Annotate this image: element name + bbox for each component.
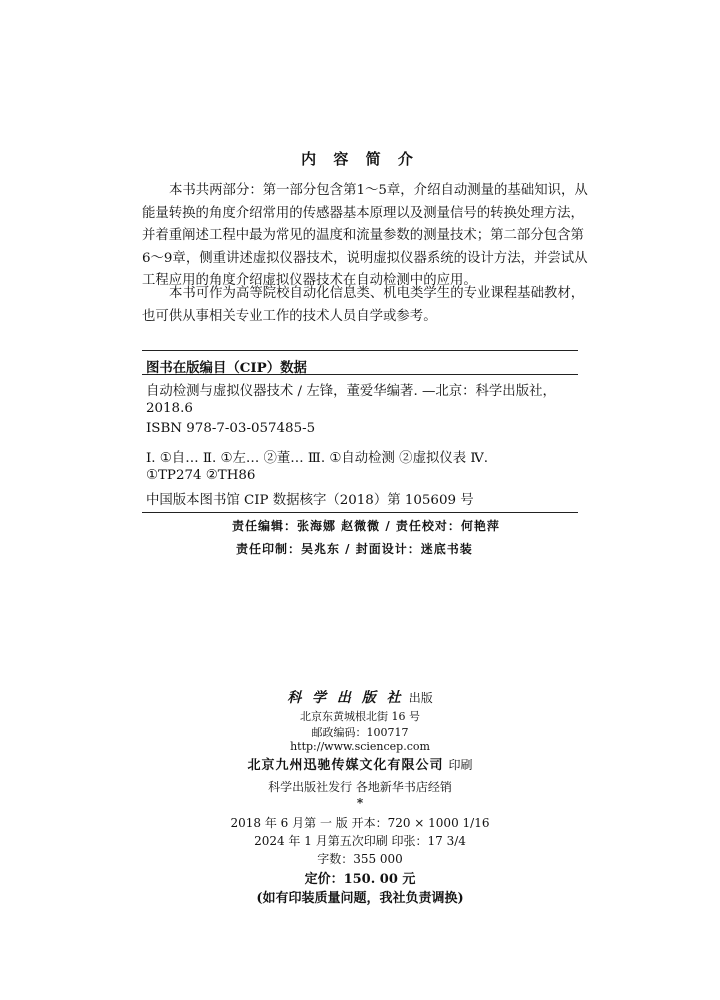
publisher-logo: 科 学 出 版 社 — [287, 690, 404, 706]
printer-name: 北京九州迅驰传媒文化有限公司 — [247, 758, 444, 773]
cip-heading: 图书在版编目（CIP）数据 — [146, 360, 307, 376]
intro-line: 工程应用的角度介绍虚拟仪器技术在自动检测中的应用。 — [142, 273, 477, 289]
publisher-line — [0, 687, 720, 707]
website-url: http://www.sciencep.com — [290, 740, 430, 753]
printing-line: 2024 年 1 月第五次印刷 印张：17 3/4 — [254, 834, 466, 848]
intro-line: 本书共两部分：第一部分包含第1～5章，介绍自动测量的基础知识，从 — [169, 183, 588, 198]
intro-paragraph-1 — [142, 180, 588, 293]
cip-line: Ⅰ. ①自… Ⅱ. ①左… ②董… Ⅲ. ①自动检测 ②虚拟仪表 Ⅳ. — [146, 451, 489, 466]
production-line: 责任印制：吴兆东 / 封面设计：迷底书装 — [236, 542, 473, 556]
quality-note: (如有印装质量问题，我社负责调换) — [256, 891, 464, 906]
intro-line: 6～9章，侧重讲述虚拟仪器技术，说明虚拟仪器系统的设计方法，并尝试从 — [142, 250, 588, 266]
cip-top-rule — [142, 350, 578, 351]
intro-line: 本书可作为高等院校自动化信息类、机电类学生的专业课程基础教材， — [169, 286, 585, 301]
cip-line: ①TP274 ②TH86 — [146, 468, 256, 483]
cip-line: ISBN 978-7-03-057485-5 — [146, 421, 316, 436]
separator-star: * — [356, 796, 364, 810]
price: 定价：150. 00 元 — [304, 872, 416, 887]
intro-line: 并着重阐述工程中最为常见的温度和流量参数的测量技术；第二部分包含第 — [142, 228, 584, 244]
cip-heading-rule — [142, 374, 578, 375]
publisher-address: 北京东黄城根北街 16 号 — [300, 710, 420, 723]
cip-line: 中国版本图书馆 CIP 数据核字（2018）第 105609 号 — [146, 493, 474, 508]
intro-line: 能量转换的角度介绍常用的传感器基本原理以及测量信号的转换处理方法， — [142, 205, 584, 221]
page-title: 内 容 简 介 — [301, 150, 419, 168]
editor-line: 责任编辑：张海娜 赵微微 / 责任校对：何艳萍 — [232, 519, 500, 533]
printer-line — [0, 754, 720, 773]
cip-line: 2018.6 — [146, 401, 193, 416]
postcode: 邮政编码：100717 — [311, 726, 409, 739]
word-count: 字数：355 000 — [317, 852, 403, 866]
edition-line: 2018 年 6 月第 一 版 开本：720 × 1000 1/16 — [230, 816, 490, 830]
cip-line: 自动检测与虚拟仪器技术 / 左锋，董爱华编著. —北京：科学出版社， — [146, 384, 556, 399]
publisher-suffix: 出版 — [408, 691, 433, 705]
cip-bottom-rule — [142, 512, 578, 513]
intro-line: 也可供从事相关专业工作的技术人员自学或参考。 — [142, 308, 437, 324]
distribution-line: 科学出版社发行 各地新华书店经销 — [268, 780, 452, 794]
printer-suffix: 印刷 — [448, 758, 473, 772]
intro-paragraph-2 — [142, 283, 585, 328]
